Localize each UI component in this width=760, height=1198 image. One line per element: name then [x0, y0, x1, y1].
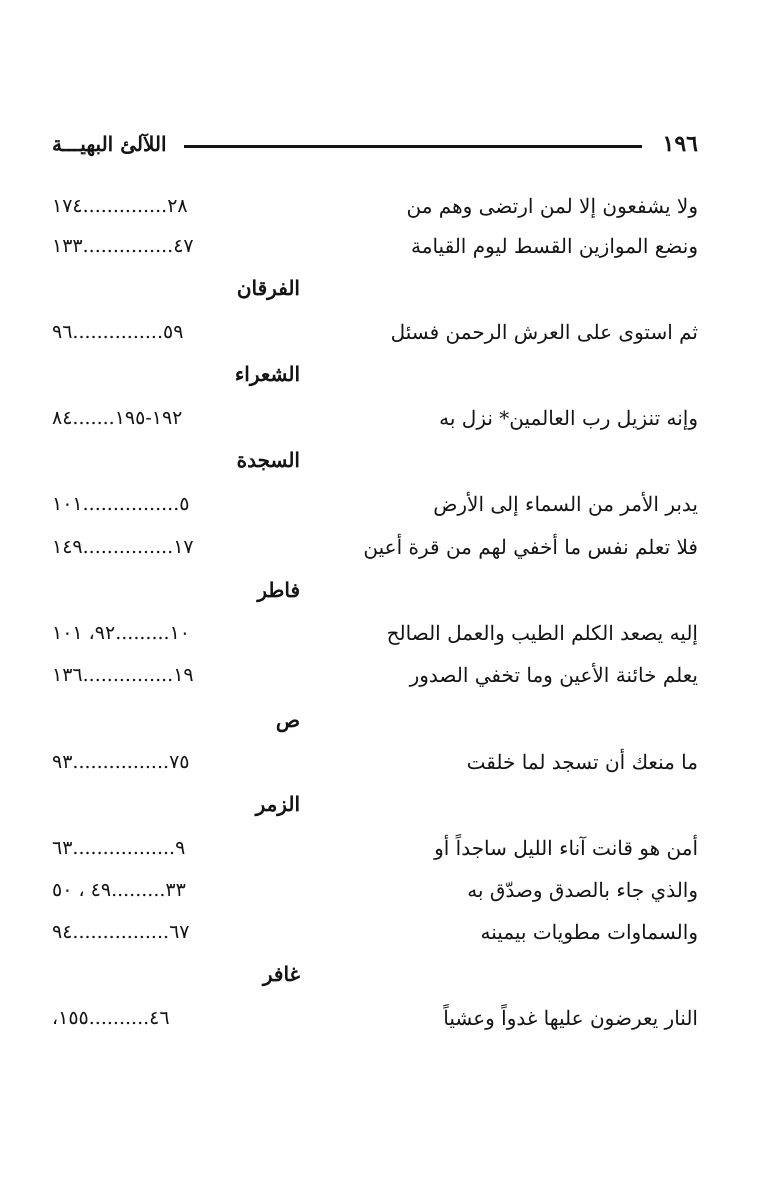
verse-reference: ٦٧................٩٤ — [52, 921, 190, 943]
verse-text: يدبر الأمر من السماء إلى الأرض — [433, 492, 698, 516]
surah-heading: ص — [275, 708, 300, 732]
verse-text: يعلم خائنة الأعين وما تخفي الصدور — [409, 663, 698, 687]
verse-reference: ٧٥................٩٣ — [52, 751, 190, 773]
surah-heading: الفرقان — [236, 276, 300, 300]
verse-text: أمن هو قانت آناء الليل ساجداً أو — [434, 836, 698, 860]
index-row — [52, 312, 698, 352]
verse-text: ولا يشفعون إلا لمن ارتضى وهم من — [406, 194, 698, 218]
header-rule — [184, 145, 642, 148]
verse-reference: ١٩...............١٣٦ — [52, 664, 194, 686]
index-row — [52, 912, 698, 952]
verse-reference: ١٠.........٩٢، ١٠١ — [52, 622, 190, 644]
verse-reference: ٥٩...............٩٦ — [52, 321, 184, 343]
index-row — [52, 998, 698, 1038]
index-row — [52, 870, 698, 910]
verse-text: ثم استوى على العرش الرحمن فسئل — [390, 320, 698, 344]
page-number: ١٩٦ — [662, 131, 698, 157]
surah-heading: الشعراء — [234, 362, 300, 386]
verse-text: فلا تعلم نفس ما أخفي لهم من قرة أعين — [363, 535, 698, 559]
index-row — [52, 613, 698, 653]
surah-heading: غافر — [262, 962, 300, 986]
running-header — [52, 128, 698, 162]
verse-reference: ٢٨..............١٧٤ — [52, 195, 188, 217]
verse-text: ونضع الموازين القسط ليوم القيامة — [411, 234, 698, 258]
index-row — [52, 186, 698, 226]
index-row — [52, 527, 698, 567]
index-row — [52, 828, 698, 868]
verse-reference: ٥................١٠١ — [52, 493, 190, 515]
index-row — [52, 484, 698, 524]
verse-text: وإنه تنزيل رب العالمين* نزل به — [439, 406, 698, 430]
index-row — [52, 742, 698, 782]
book-title: اللآلئ البهيـــة — [52, 132, 167, 156]
verse-reference: ٤٧...............١٣٣ — [52, 235, 194, 257]
verse-text: النار يعرضون عليها غدواً وعشياً — [443, 1006, 698, 1030]
surah-heading: فاطر — [257, 578, 300, 602]
verse-text: والسماوات مطويات بيمينه — [480, 920, 698, 944]
verse-reference: ٣٣.........٤٩ ، ٥٠ — [52, 879, 186, 901]
index-row — [52, 655, 698, 695]
verse-reference: ١٧...............١٤٩ — [52, 536, 194, 558]
verse-text: إليه يصعد الكلم الطيب والعمل الصالح — [386, 621, 698, 645]
surah-heading: الزمر — [255, 792, 300, 816]
verse-reference: ٩.................٦٣ — [52, 837, 186, 859]
surah-heading: السجدة — [236, 448, 300, 472]
verse-text: والذي جاء بالصدق وصدّق به — [467, 878, 698, 902]
index-row — [52, 398, 698, 438]
verse-reference: ١٩٢-١٩٥.......٨٤ — [52, 407, 183, 429]
index-row — [52, 226, 698, 266]
verse-reference: ٤٦..........١٥٥، — [52, 1007, 170, 1029]
verse-text: ما منعك أن تسجد لما خلقت — [466, 750, 698, 774]
